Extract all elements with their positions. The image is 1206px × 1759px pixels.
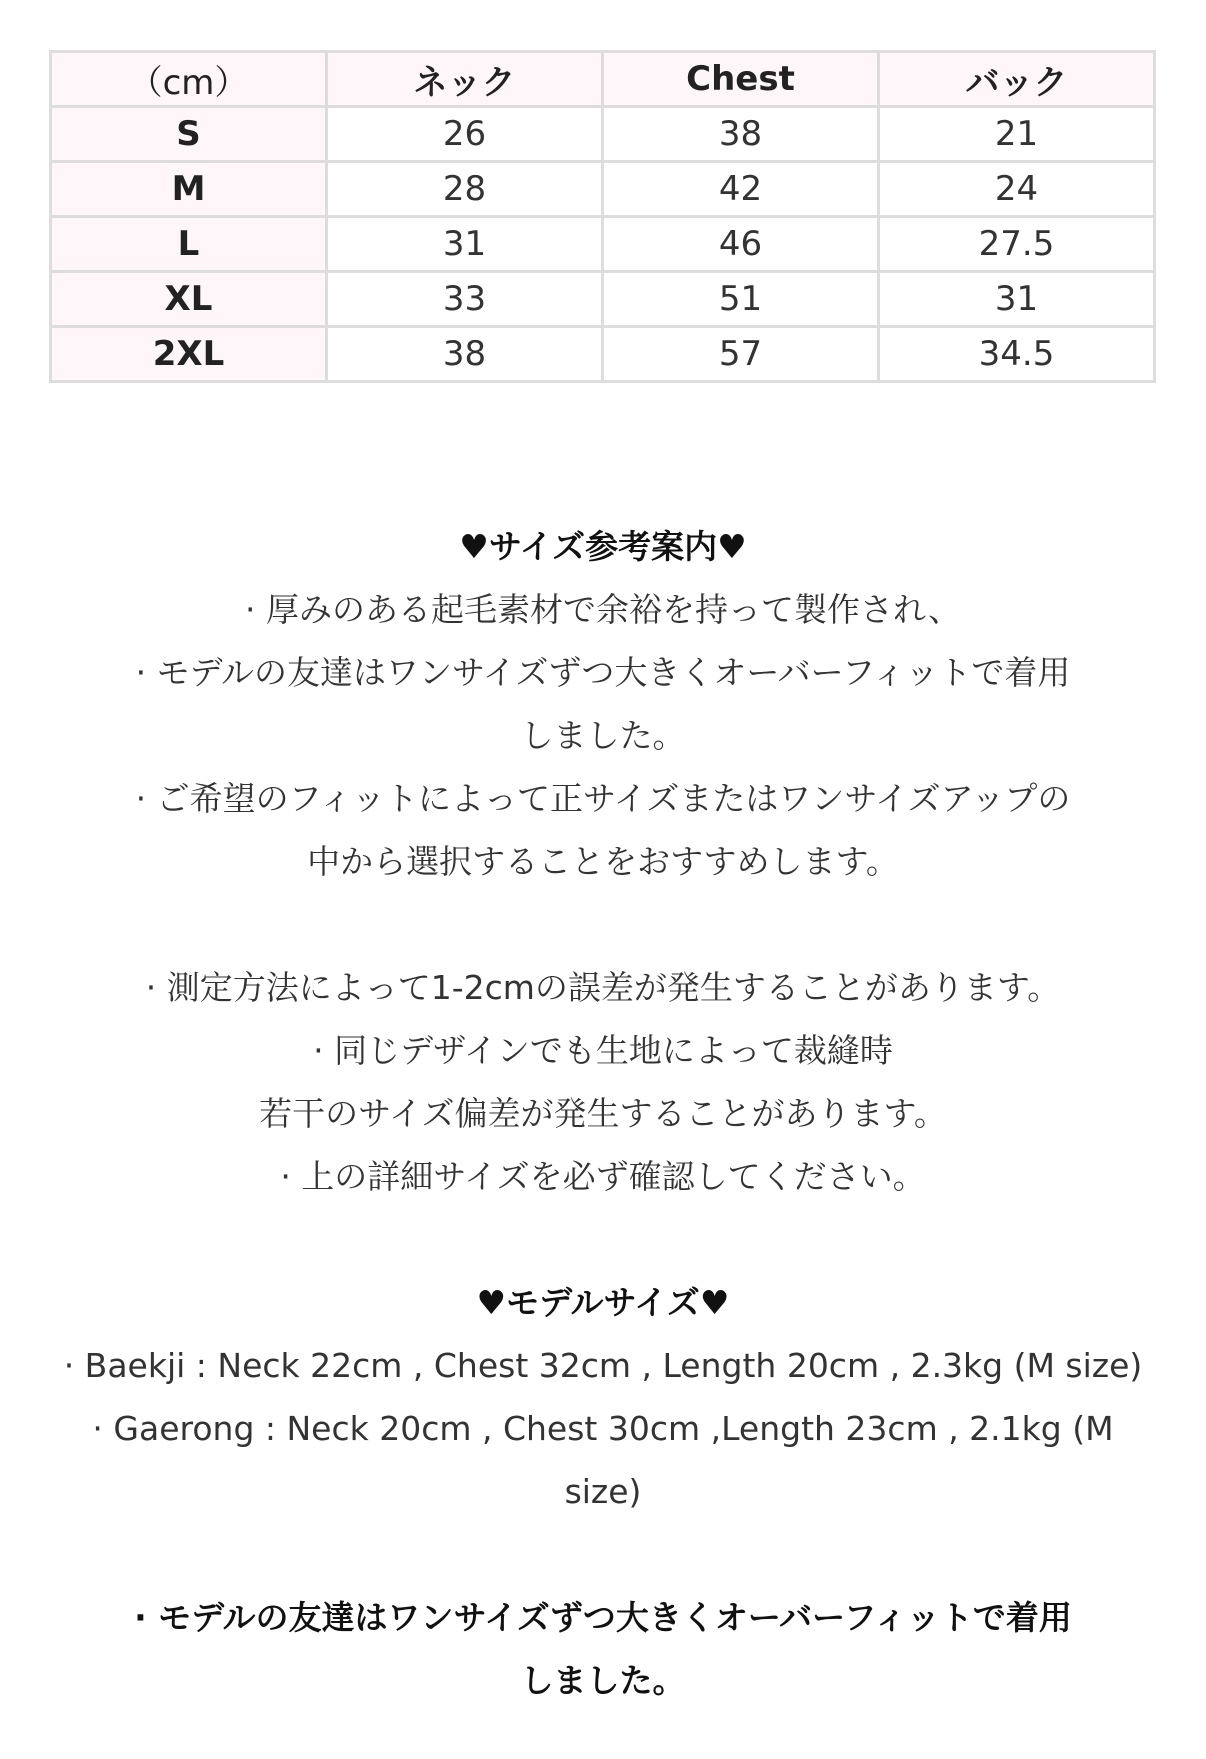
table-row	[51, 107, 1155, 162]
final-note-line: しました。	[520, 1661, 686, 1700]
neck-value: 26	[327, 107, 603, 162]
size-label: XL	[51, 272, 327, 327]
spacer	[40, 1208, 1166, 1271]
spacer	[40, 1523, 1166, 1586]
back-value: 27.5	[879, 217, 1155, 272]
model-size-line: · Gaerong : Neck 20cm , Chest 30cm ,Length 23cm , 2.1kg (M	[92, 1409, 1114, 1448]
table-row	[51, 217, 1155, 272]
size-guide-line: しました。	[520, 716, 686, 755]
spacer	[40, 893, 1166, 956]
neck-value: 33	[327, 272, 603, 327]
chest-value: 46	[603, 217, 879, 272]
table-row	[51, 272, 1155, 327]
chest-header: Chest	[603, 52, 879, 107]
size-label: M	[51, 162, 327, 217]
chest-value: 38	[603, 107, 879, 162]
neck-value: 38	[327, 327, 603, 382]
back-value: 31	[879, 272, 1155, 327]
size-guide-line: 中から選択することをおすすめします。	[307, 842, 899, 881]
final-note-line: · モデルの友達はワンサイズずつ大きくオーバーフィットで着用	[134, 1598, 1072, 1637]
back-value: 34.5	[879, 327, 1155, 382]
model-size-line: size)	[564, 1472, 642, 1511]
size-label: 2XL	[51, 327, 327, 382]
size-label: L	[51, 217, 327, 272]
table-row	[51, 162, 1155, 217]
size-notes	[40, 515, 1166, 1712]
table-row	[51, 327, 1155, 382]
measurement-note-line: 若干のサイズ偏差が発生することがあります。	[259, 1094, 947, 1133]
chest-value: 42	[603, 162, 879, 217]
neck-header: ネック	[327, 52, 603, 107]
measurement-note-line: · 測定方法によって1-2cmの誤差が発生することがあります。	[145, 968, 1061, 1007]
unit-header: （cm）	[51, 52, 327, 107]
size-guide-line: · モデルの友達はワンサイズずつ大きくオーバーフィットで着用	[135, 653, 1071, 692]
back-header: バック	[879, 52, 1155, 107]
neck-value: 31	[327, 217, 603, 272]
model-size-heading: ♥モデルサイズ♥	[476, 1283, 730, 1322]
back-value: 24	[879, 162, 1155, 217]
size-label: S	[51, 107, 327, 162]
model-size-line: · Baekji : Neck 22cm , Chest 32cm , Length 20cm , 2.3kg (M size)	[63, 1346, 1143, 1385]
size-guide-heading: ♥サイズ参考案内♥	[459, 527, 747, 566]
neck-value: 28	[327, 162, 603, 217]
size-guide-line: · 厚みのある起毛素材で余裕を持って製作され、	[245, 590, 961, 629]
table-header-row	[51, 52, 1155, 107]
chest-value: 57	[603, 327, 879, 382]
size-guide-line: · ご希望のフィットによって正サイズまたはワンサイズアップの	[135, 779, 1071, 818]
back-value: 21	[879, 107, 1155, 162]
measurement-note-line: · 同じデザインでも生地によって裁縫時	[313, 1031, 893, 1070]
chest-value: 51	[603, 272, 879, 327]
measurement-note-line: · 上の詳細サイズを必ず確認してください。	[280, 1157, 926, 1196]
size-chart-table	[49, 50, 1156, 383]
